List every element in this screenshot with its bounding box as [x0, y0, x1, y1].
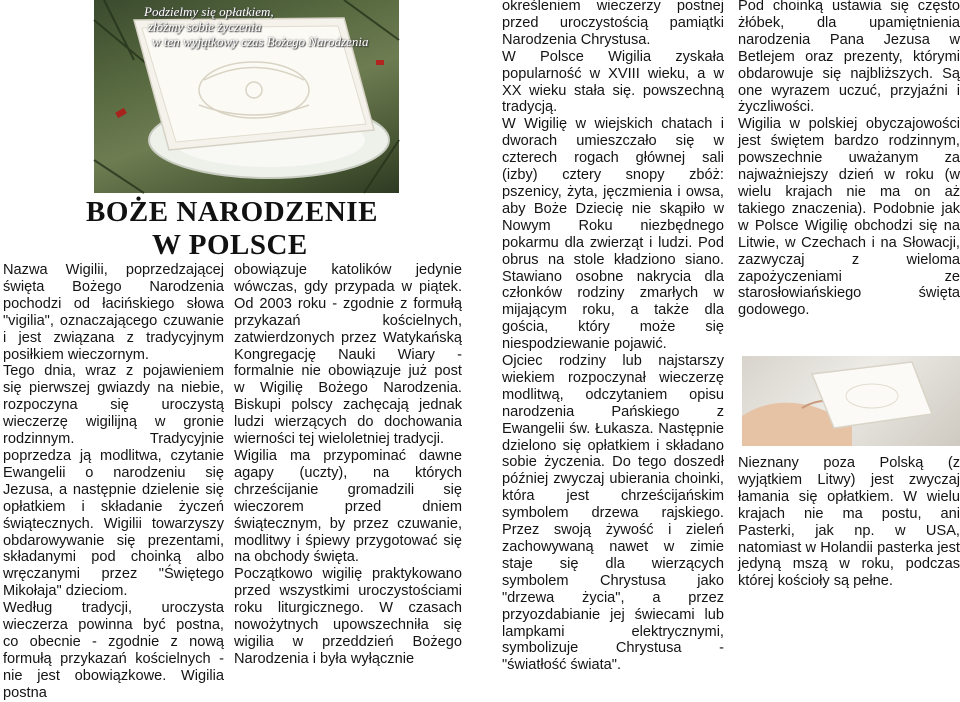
- paragraph: Nazwa Wigilii, poprzedzającej święta Bożego Narodzenia pochodzi od łacińskiego słowa "vigilia", oznaczającego czuwanie i jest związana z tradycyjnym posiłkiem wieczornym.: [3, 262, 224, 363]
- caption-line-3: w ten wyjątkowy czas Bożego Narodzenia: [152, 34, 369, 49]
- paragraph: obowiązuje katolików jedynie wówczas, gdy przypada w piątek. Od 2003 roku - zgodnie z formułą przykazań kościelnych, zatwierdzonych przez Watykańską Kongregację Nauki Wiary - formalnie nie obowiązuje już post w Wigilię Bożego Narodzenia. Biskupi polscy zachęcają jednak ludzi wierzących do dochowania wierności tej wieloletniej tradycji.: [234, 262, 462, 448]
- article-column-2: [234, 262, 462, 667]
- paragraph: W Wigilię w wiejskich chatach i dworach umieszczało się w czterech rogach głównej sali (izby) cztery snopy zbóż: pszenicy, żyta, jęczmienia i owsa, aby Boże Dziecię nie skąpiło w Nowym Roku niezbędnego pokarmu dla zwierząt i ludzi. Pod obrus na stole kładziono siano. Stawiano osobne nakrycia dla członków rodziny zmarłych w mijającym roku, a także dla gościa, który może się niespodziewanie pojawić.: [502, 116, 724, 353]
- paragraph: Pod choinką ustawia się często żłóbek, dla upamiętnienia narodzenia Pana Jezusa w Betlejem oraz prezenty, którymi obdarowuje się najbliższych. Są one wyrazem uczuć, przyjaźni i życzliwości.: [738, 0, 960, 116]
- page-title-line-2: W POLSCE: [152, 229, 308, 261]
- paragraph: Tego dnia, wraz z pojawieniem się pierwszej gwiazdy na niebie, rozpoczyna się uroczystą wieczerzę wigilijną w gronie rodzinnym. Tradycyjnie poprzedza ją modlitwa, czytanie Ewangelii o narodzeniu się Jezusa, a następnie dzielenie się opłatkiem i składanie życzeń świątecznych. Wigilii towarzyszy obdarowywanie się prezentami, składanymi pod choinką albo wręczanymi przez "Świętego Mikołaja" dzieciom.: [3, 363, 224, 600]
- paragraph: Według tradycji, uroczysta wieczerza powinna być postna, co obecnie - zgodnie z nową formułą przykazań kościelnych - nie jest obowiązkowe. Wigilia postna: [3, 600, 224, 701]
- article-column-4-bottom: [738, 455, 960, 590]
- photo-caption: [144, 4, 369, 49]
- caption-line-1: Podzielmy się opłatkiem,: [144, 4, 274, 19]
- page-title-line-1: BOŻE NARODZENIE: [86, 196, 378, 228]
- hand-wafer-illustration: [742, 356, 960, 446]
- paragraph: W Polsce Wigilia zyskała popularność w XVIII wieku, a w XX wieku stała się. powszechną tradycją.: [502, 48, 724, 116]
- paragraph: Wigilia w polskiej obyczajowości jest świętem bardzo rodzinnym, powszechnie uważanym za najważniejszy dzień w roku (w wielu krajach nie ma on aż takiego znaczenia). Podobnie jak w Polsce Wigilię obchodzi się na Litwie, w Czechach i na Słowacji, zazwyczaj z wieloma zapożyczeniami ze starosłowiańskiego święta godowego.: [738, 116, 960, 319]
- article-column-1: [3, 262, 224, 701]
- article-column-3: [502, 0, 724, 674]
- caption-line-2: złóżmy sobie życzenia: [148, 19, 262, 34]
- paragraph: Ojciec rodziny lub najstarszy wiekiem rozpoczynał wieczerzę modlitwą, odczytaniem opisu narodzenia Pańskiego z Ewangelii św. Łukasza. Następnie dzielono się opłatkiem i składano sobie życzenia. Do tego doszedł później zwyczaj ubierania choinki, która jest chrześcijańskim symbolem drzewa rajskiego. Przez swoją żywość i zieleń zachowywaną nawet w zimie staje się dla wierzących symbolem Chrystusa jako "drzewa życia", a przez przyozdabianie jej świecami lub lampkami elektrycznymi, symbolizuje Chrystusa - "światłość świata".: [502, 353, 724, 674]
- hand-wafer-photo: [742, 356, 960, 446]
- paragraph: Nieznany poza Polską (z wyjątkiem Litwy) jest zwyczaj łamania się opłatkiem. W wielu krajach nie ma postu, ani Pasterki, jak np. w USA, natomiast w Holandii pasterka jest jedyną mszą w roku, podczas której kościoły są pełne.: [738, 455, 960, 590]
- paragraph: Wigilia ma przypominać dawne agapy (uczty), na których chrześcijanie gromadzili się wieczorem przed dniem świątecznym, by przez czuwanie, modlitwy i śpiewy przygotować się na obchody święta.: [234, 447, 462, 566]
- wafer-plate-photo: [94, 0, 399, 193]
- paragraph: Początkowo wigilię praktykowano przed wszystkimi uroczystościami roku liturgicznego. W czasach nowożytnych upowszechniła się wigilia w przeddzień Bożego Narodzenia i była wyłącznie: [234, 566, 462, 667]
- paragraph: określeniem wieczerzy postnej przed uroczystością pamiątki Narodzenia Chrystusa.: [502, 0, 724, 48]
- article-column-4-top: [738, 0, 960, 319]
